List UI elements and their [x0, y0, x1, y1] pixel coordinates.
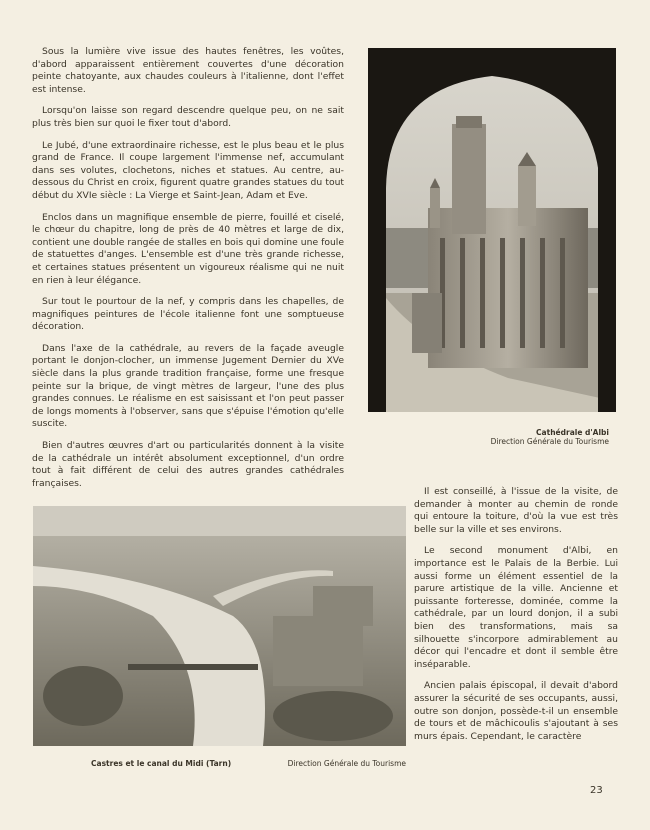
paragraph: Bien d'autres œuvres d'art ou particularités donnent à la visite de la cathédrale un intérêt absolument exceptionnel, d'un ordre tout à fait différent de celui des autres grandes cathédrales françaises. — [32, 440, 344, 489]
page-number: 23 — [590, 785, 603, 796]
paragraph: Sous la lumière vive issue des hautes fenêtres, les voûtes, d'abord apparaissent entièrement couvertes d'une décoration peinte chatoyante, aux chaudes couleurs à l'italienne, dont l'effet est intense. — [32, 46, 344, 95]
paragraph: Le second monument d'Albi, en importance est le Palais de la Berbie. Lui aussi forme un élément essentiel de la parure artistique de la ville. Ancienne et puissante forteresse, dominée, comme la cathédrale, par un lourd donjon, il a subi bien des transformations, mais sa silhouette s'incorpore admirablement au décor qui l'encadre et dont il semble être inséparable. — [414, 545, 618, 670]
caption-title: Castres et le canal du Midi (Tarn) — [91, 759, 232, 768]
paragraph: Lorsqu'on laisse son regard descendre quelque peu, on ne sait plus très bien sur quoi le fixer tout d'abord. — [32, 105, 344, 129]
albi-caption — [372, 428, 609, 446]
caption-credit: Direction Générale du Tourisme — [287, 759, 406, 768]
paragraph: Ancien palais épiscopal, il devait d'abord assurer la sécurité de ses occupants, aussi, outre son donjon, possède-t-il un ensemble de tours et de mâchicoulis s'ajoutant à ses murs épais. Cependant, le caractère — [414, 680, 618, 742]
paragraph: Enclos dans un magnifique ensemble de pierre, fouillé et ciselé, le chœur du chapitre, long de près de 40 mètres et large de dix, contient une double rangée de stalles en bois qui domine une foule de statuettes d'anges. L'ensemble est d'une très grande richesse, et certaines statues présentent un vigoureux réalisme qui ne nuit en rien à leur élégance. — [32, 211, 344, 286]
paragraph: Sur tout le pourtour de la nef, y compris dans les chapelles, de magnifiques peintures de l'école italienne font une somptueuse décoration. — [32, 296, 344, 333]
caption-title: Cathédrale d'Albi — [536, 428, 609, 437]
paragraph: Il est conseillé, à l'issue de la visite, de demander à monter au chemin de ronde qui entoure la toiture, d'où la vue est très belle sur la ville et ses environs. — [414, 486, 618, 535]
albi-cathedral-photo — [368, 48, 616, 412]
caption-credit: Direction Générale du Tourisme — [490, 437, 609, 446]
left-text-column — [32, 46, 344, 499]
castres-aerial-photo — [33, 506, 406, 746]
right-text-column — [414, 486, 618, 752]
paragraph: Dans l'axe de la cathédrale, au revers de la façade aveugle portant le donjon-clocher, un immense Jugement Dernier du XVe siècle dans la plus grande tradition française, forme une fresque peinte sur la brique, de vingt mètres de largeur, l'une des plus grandes connues. Le réalisme en est saisissant et l'on peut passer de longs moments à l'observer, sans que s'épuise l'émotion qu'elle suscite. — [32, 342, 344, 430]
paragraph: Le Jubé, d'une extraordinaire richesse, est le plus beau et le plus grand de France. Il coupe largement l'immense nef, accumulant dans ses volutes, clochetons, niches et statues. Au centre, au-dessous du Christ en croix, figurent quatre grandes statues du tout début du XVIe siècle : La Vierge et Saint-Jean, Adam et Eve. — [32, 139, 344, 201]
